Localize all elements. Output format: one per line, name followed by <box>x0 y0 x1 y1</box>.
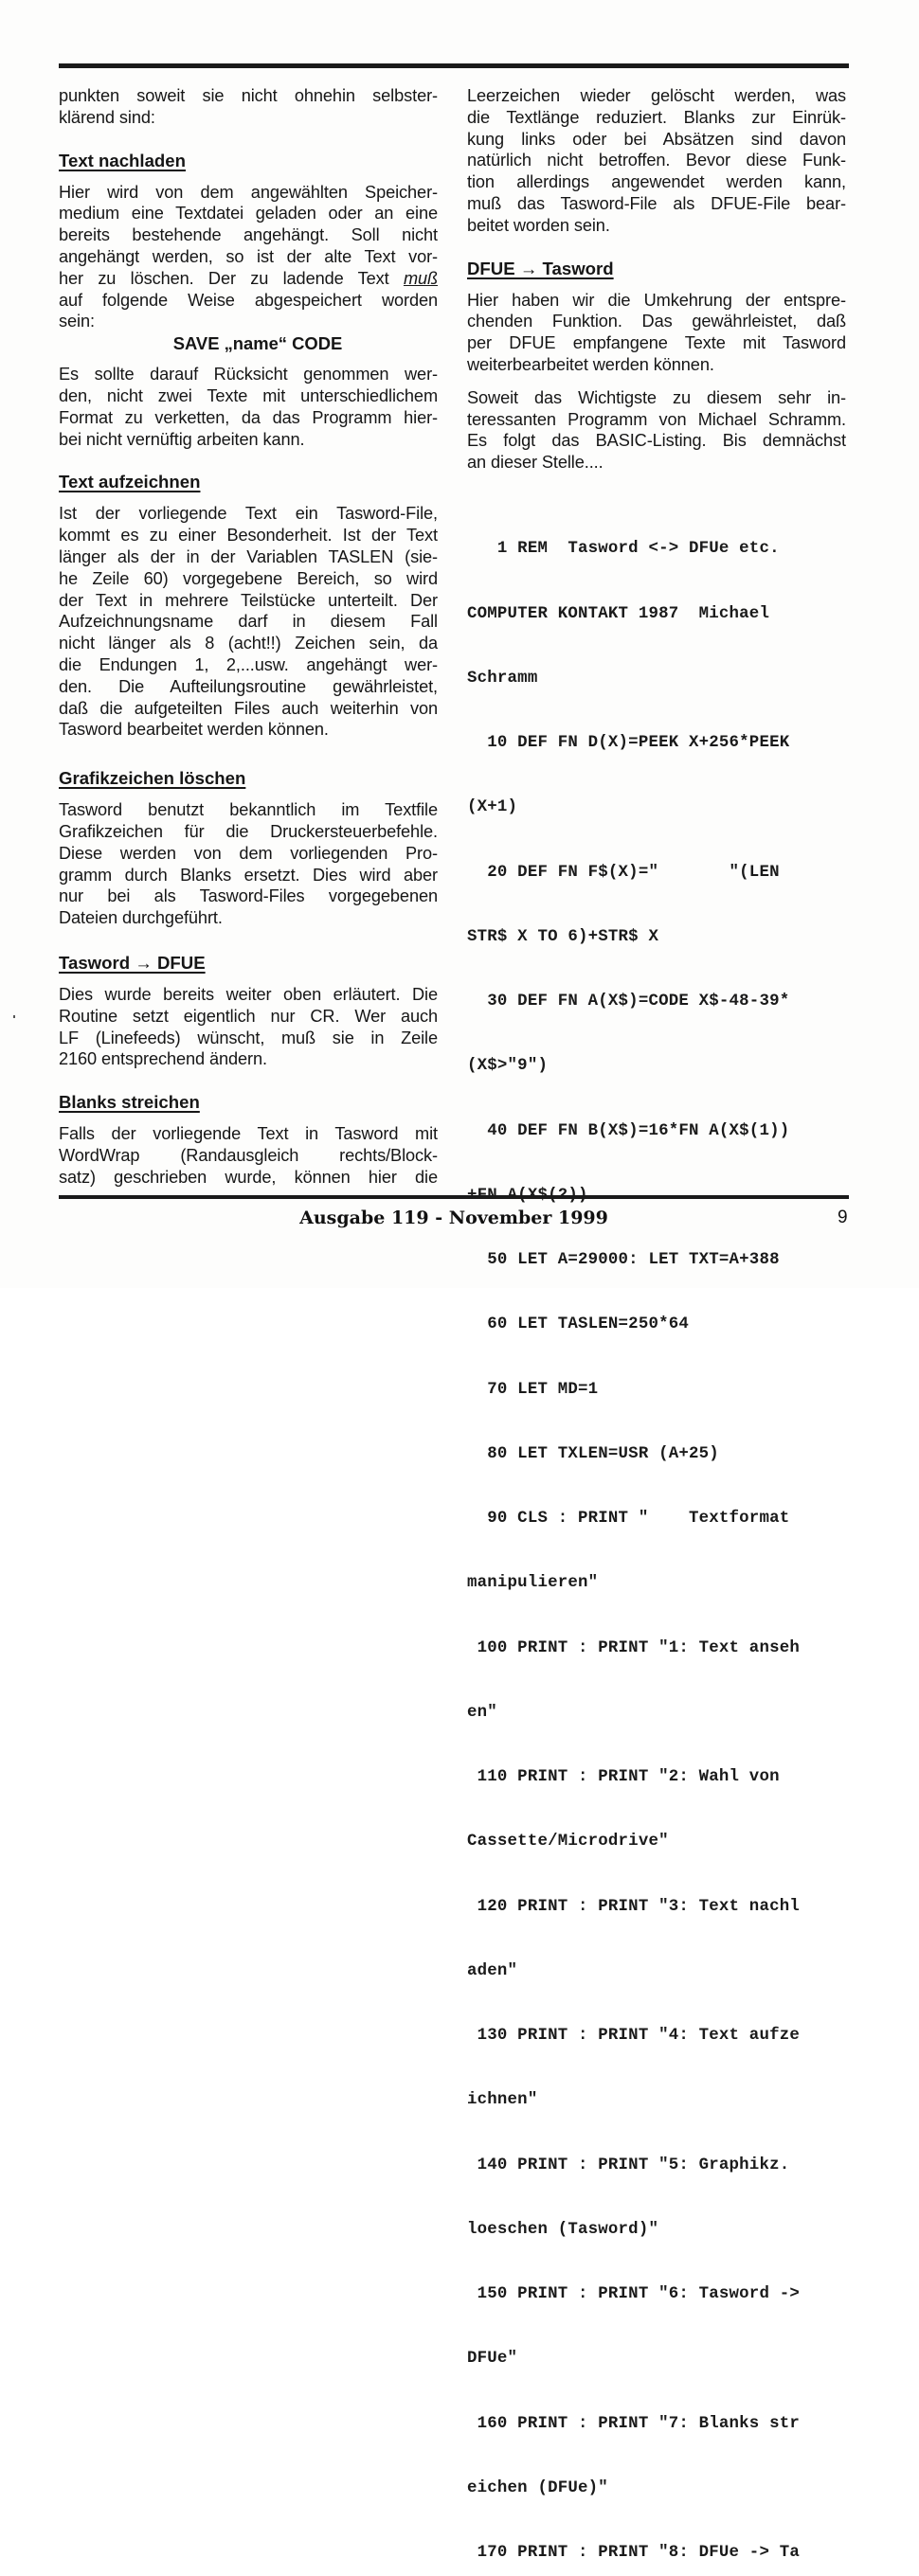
text-line: natürlich nicht betroffen. Bevor diese Funk- <box>467 151 846 170</box>
text-line: daß die aufgeteilten Files auch weiterhin von <box>59 698 438 718</box>
section-text-nachladen <box>59 151 438 451</box>
text-line: kommt es zu einer Besonderheit. Ist der Text <box>59 526 438 546</box>
text-line: bei nicht vernüftig arbeiten kann. <box>59 429 305 449</box>
listing-line: 90 CLS : PRINT " Textformat <box>467 1510 790 1529</box>
listing-line: Schramm <box>467 669 538 688</box>
left-column <box>59 83 438 1188</box>
listing-line: aden" <box>467 1961 518 1980</box>
text-line: Soweit das Wichtigste zu diesem sehr in- <box>467 387 846 407</box>
listing-line: loeschen (Tasword)" <box>467 2220 659 2239</box>
text-line: Leerzeichen wieder gelöscht werden, was <box>467 86 846 105</box>
listing-line: (X$>"9") <box>467 1057 549 1076</box>
text-line: medium eine Textdatei geladen oder an eine <box>59 204 438 224</box>
text-line: satz) geschrieben wurde, können hier die <box>59 1167 438 1187</box>
text-line: 2160 entsprechend ändern. <box>59 1049 267 1069</box>
listing-line: COMPUTER KONTAKT 1987 Michael <box>467 604 770 623</box>
listing-line: 50 LET A=29000: LET TXT=A+388 <box>467 1251 780 1270</box>
section-heading: Text aufzeichnen <box>59 472 201 492</box>
listing-line: ichnen" <box>467 2091 538 2110</box>
closing-paragraph <box>467 387 846 474</box>
text-line: WordWrap (Randausgleich rechts/Block- <box>59 1145 438 1165</box>
text-fragment: her zu löschen. Der zu ladende Text <box>59 268 389 288</box>
text-line: Tasword benutzt bekanntlich im Textfile <box>59 800 438 820</box>
text-line: Es folgt das BASIC-Listing. Bis demnächst <box>467 431 846 451</box>
listing-line: 150 PRINT : PRINT "6: Tasword -> <box>467 2285 800 2304</box>
text-line: Grafikzeichen für die Druckersteuerbefehle. <box>59 821 438 841</box>
section-paragraph <box>59 182 438 333</box>
listing-line: STR$ X TO 6)+STR$ X <box>467 927 659 946</box>
listing-line: DFUe" <box>467 2350 518 2369</box>
listing-line: (X+1) <box>467 798 518 817</box>
listing-line: 10 DEF FN D(X)=PEEK X+256*PEEK <box>467 734 790 753</box>
section-dfue-to-tasword <box>467 259 846 376</box>
section-paragraph <box>59 799 438 929</box>
scan-speck <box>13 1015 15 1018</box>
listing-line: 1 REM Tasword <-> DFUe etc. <box>467 540 780 559</box>
text-line: weiterbearbeitet werden können. <box>467 354 714 374</box>
listing-line: en" <box>467 1703 497 1722</box>
section-heading: DFUE → Tasword <box>467 258 614 278</box>
text-line: Diese werden von dem vorliegenden Pro- <box>59 843 438 863</box>
listing-line: 100 PRINT : PRINT "1: Text anseh <box>467 1638 800 1657</box>
text-line: Hier wird von dem angewählten Speicher- <box>59 182 438 202</box>
continuation-paragraph <box>467 85 846 237</box>
text-line: Falls der vorliegende Text in Tasword mit <box>59 1124 438 1144</box>
section-heading: Text nachladen <box>59 150 186 170</box>
text-line: teressanten Programm von Michael Schramm. <box>467 409 846 429</box>
listing-line: 130 PRINT : PRINT "4: Text aufze <box>467 2027 800 2046</box>
section-heading: Blanks streichen <box>59 1092 200 1113</box>
text-line-with-emphasis <box>59 268 438 290</box>
text-line: LF (Linefeeds) wünscht, muß sie in Zeile <box>59 1028 438 1047</box>
section-paragraph <box>467 290 846 376</box>
text-line: gramm durch Blanks ersetzt. Dies wird aber <box>59 865 438 885</box>
listing-line: 20 DEF FN F$(X)=" "(LEN <box>467 863 780 882</box>
emphasis-word: muß <box>403 268 439 288</box>
text-line: der Text in mehrere Teilstücke unterteilt. Der <box>59 590 438 610</box>
section-heading: Tasword → DFUE <box>59 952 206 973</box>
right-column <box>467 83 846 2576</box>
text-line: Aufzeichnungsname darf in diesem Fall <box>59 612 438 632</box>
text-line: he Zeile 60) vorgegebene Bereich, so wird <box>59 568 438 588</box>
text-line: Ist der vorliegende Text ein Tasword-File, <box>59 504 438 524</box>
text-line: Hier haben wir die Umkehrung der entspre- <box>467 290 846 310</box>
listing-line: 30 DEF FN A(X$)=CODE X$-48-39* <box>467 993 790 1011</box>
text-line: den. Die Aufteilungsroutine gewährleistet, <box>59 676 438 696</box>
save-command-code: SAVE „name“ CODE <box>172 333 343 354</box>
text-line: Format zu verketten, da das Programm hier- <box>59 407 438 427</box>
text-line: Dies wurde bereits weiter oben erläutert. Die <box>59 984 438 1004</box>
listing-line: Cassette/Microdrive" <box>467 1833 669 1852</box>
text-line: kung links oder bei Absätzen sind davon <box>467 129 846 149</box>
text-line: angehängt werden, so ist der alte Text vor- <box>59 246 438 266</box>
top-rule <box>59 63 849 68</box>
listing-line: 70 LET MD=1 <box>467 1380 599 1399</box>
listing-line: eichen (DFUe)" <box>467 2478 608 2497</box>
intro-paragraph <box>59 85 438 129</box>
section-blanks-streichen <box>59 1092 438 1188</box>
text-line: die Endungen 1, 2,...usw. angehängt wer- <box>59 654 438 674</box>
text-line: chenden Funktion. Das gewährleistet, daß <box>467 312 846 331</box>
text-line: Dateien durchgeführt. <box>59 908 223 928</box>
listing-line: 40 DEF FN B(X$)=16*FN A(X$(1)) <box>467 1121 790 1140</box>
text-line: den, nicht zwei Texte mit unterschiedlichem <box>59 385 438 405</box>
text-line: Tasword bearbeitet werden können. <box>59 720 329 740</box>
bottom-rule <box>59 1195 849 1199</box>
section-paragraph <box>59 503 438 741</box>
listing-line: 160 PRINT : PRINT "7: Blanks str <box>467 2414 800 2433</box>
text-line: per DFUE empfangene Texte mit Tasword <box>467 333 846 353</box>
text-line: an dieser Stelle.... <box>467 453 604 473</box>
section-grafikzeichen-loeschen <box>59 768 438 929</box>
text-line: klärend sind: <box>59 107 155 127</box>
text-line: bereits bestehende angehängt. Soll nicht <box>59 225 438 245</box>
listing-line: 60 LET TASLEN=250*64 <box>467 1315 689 1334</box>
text-line: nicht länger als 8 (acht!!) Zeichen sein, da <box>59 634 438 653</box>
footer-issue: Ausgabe 119 - November 1999 <box>299 1208 608 1228</box>
basic-listing <box>467 496 846 2576</box>
text-line: nur bei als Tasword-Files vorgegebenen <box>59 886 438 906</box>
listing-line: 80 LET TXLEN=USR (A+25) <box>467 1444 719 1463</box>
listing-line: 140 PRINT : PRINT "5: Graphikz. <box>467 2156 790 2174</box>
section-paragraph <box>59 1123 438 1188</box>
section-paragraph <box>59 984 438 1070</box>
listing-line: manipulieren" <box>467 1574 599 1593</box>
text-line: die Textlänge reduziert. Blanks zur Einrük- <box>467 107 846 127</box>
section-heading: Grafikzeichen löschen <box>59 768 246 789</box>
text-line: tion allerdings angewendet werden kann, <box>467 172 846 192</box>
text-line: auf folgende Weise abgespeichert worden <box>59 290 438 310</box>
text-line: punkten soweit sie nicht ohnehin selbster- <box>59 86 438 105</box>
text-line: beitet worden sein. <box>467 215 610 235</box>
text-line: muß das Tasword-File als DFUE-File bear- <box>467 193 846 213</box>
section-paragraph <box>59 364 438 450</box>
section-tasword-to-dfue <box>59 953 438 1070</box>
text-line: sein: <box>59 312 95 331</box>
listing-line: 170 PRINT : PRINT "8: DFUe -> Ta <box>467 2544 800 2563</box>
page-number: 9 <box>838 1208 848 1227</box>
text-line: länger als der in der Variablen TASLEN (sie- <box>59 546 438 566</box>
listing-line: 120 PRINT : PRINT "3: Text nachl <box>467 1897 800 1916</box>
listing-line: 110 PRINT : PRINT "2: Wahl von <box>467 1768 780 1787</box>
section-text-aufzeichnen <box>59 472 438 741</box>
text-line: Es sollte darauf Rücksicht genommen wer- <box>59 365 438 385</box>
text-line: Routine setzt eigentlich nur CR. Wer auch <box>59 1006 438 1026</box>
